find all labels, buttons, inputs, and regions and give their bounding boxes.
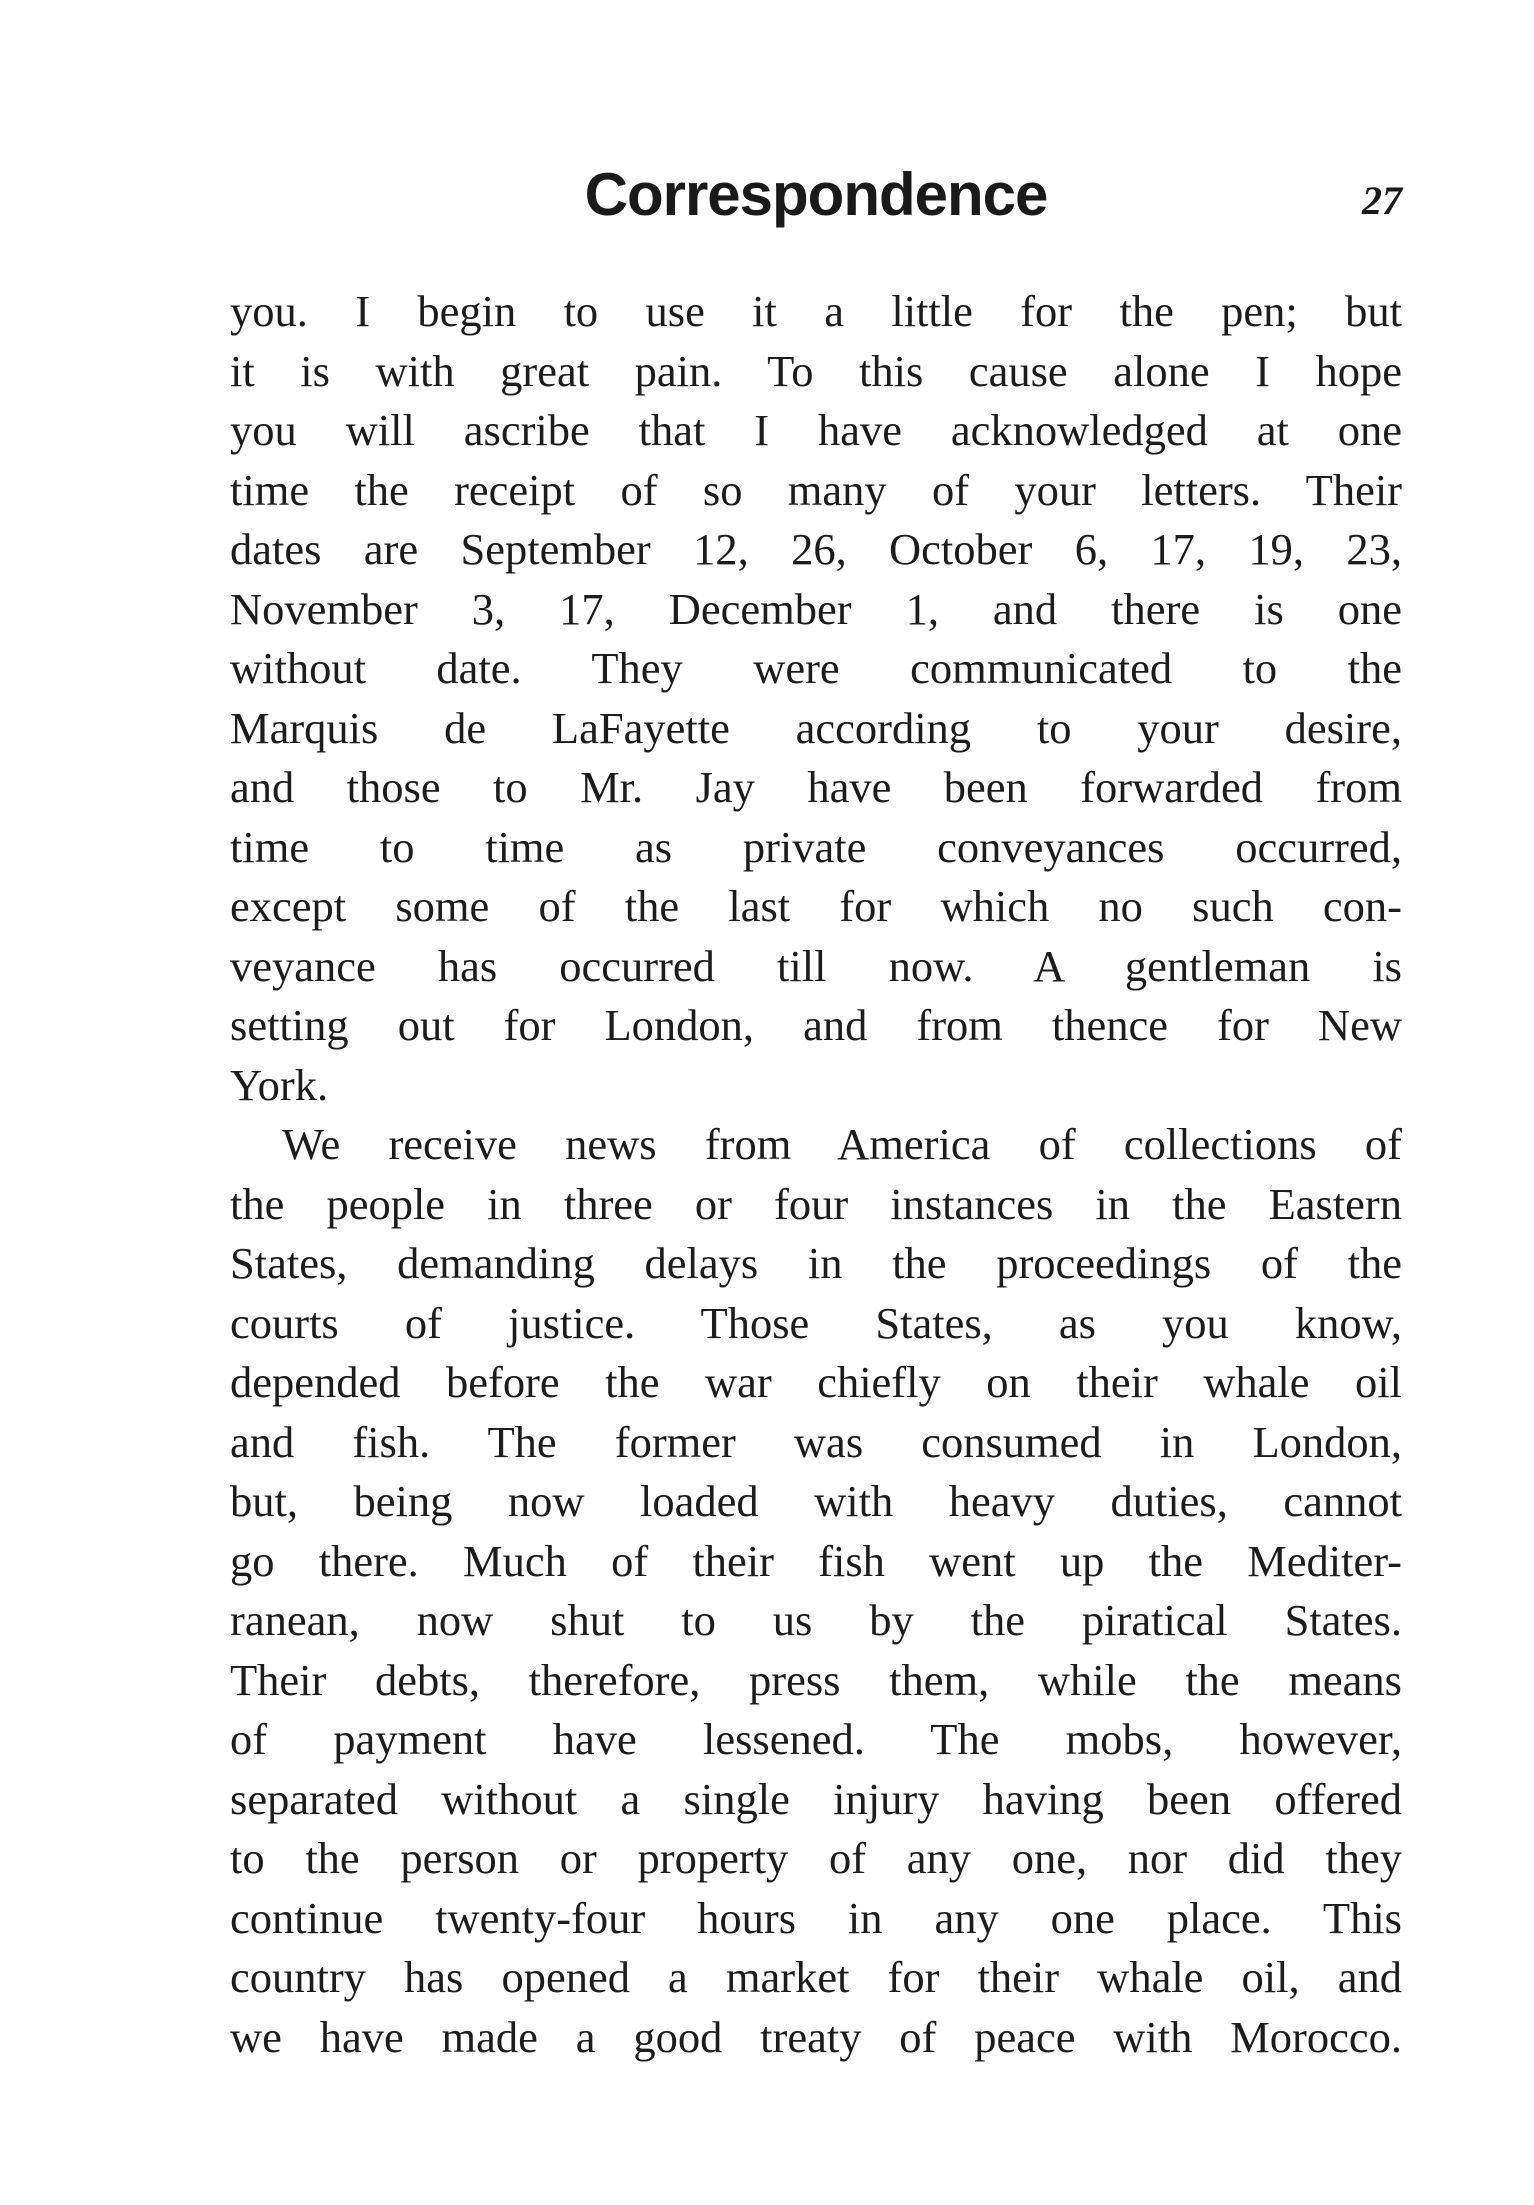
text-line: ranean, now shut to us by the piratical States. [230, 1595, 1402, 1645]
text-line: and fish. The former was consumed in London, [230, 1416, 1402, 1467]
paragraph-1 [230, 282, 1402, 1115]
text-line: we have made a good treaty of peace with Morocco. [230, 2011, 1402, 2062]
text-line: country has opened a market for their whale oil, and [230, 1952, 1402, 2002]
running-header [230, 155, 1402, 235]
text-line: time to time as private conveyances occurred, [230, 821, 1402, 872]
text-line: you will ascribe that I have acknowledged at one [230, 405, 1402, 455]
text-line: courts of justice. Those States, as you know, [230, 1297, 1402, 1348]
text-line: veyance has occurred till now. A gentleman is [230, 940, 1402, 991]
text-line: November 3, 17, December 1, and there is one [230, 583, 1402, 634]
text-line: except some of the last for which no such con- [230, 881, 1402, 931]
running-title: Correspondence [584, 161, 1048, 228]
text-line: We receive news from America of collections of [282, 1119, 1402, 1169]
body-text [230, 282, 1402, 2067]
text-line: Marquis de LaFayette according to your desire, [230, 702, 1402, 753]
text-line: of payment have lessened. The mobs, however, [230, 1714, 1402, 1764]
text-line: York. [230, 1059, 329, 1110]
text-line: depended before the war chiefly on their whale oil [230, 1357, 1402, 1407]
paragraph-2 [230, 1115, 1402, 2067]
text-line: the people in three or four instances in the Eastern [230, 1178, 1402, 1229]
text-line: continue twenty-four hours in any one place. This [230, 1892, 1402, 1943]
text-line: but, being now loaded with heavy duties, cannot [230, 1476, 1402, 1526]
text-line: you. I begin to use it a little for the pen; but [230, 286, 1402, 336]
text-line: separated without a single injury having been offered [230, 1773, 1402, 1824]
text-line: and those to Mr. Jay have been forwarded from [230, 762, 1402, 812]
text-line: go there. Much of their fish went up the Mediter- [230, 1535, 1402, 1586]
text-line: States, demanding delays in the proceedings of the [230, 1238, 1402, 1288]
text-line: it is with great pain. To this cause alone I hope [230, 345, 1402, 396]
text-line: Their debts, therefore, press them, while the means [230, 1654, 1402, 1705]
text-line: dates are September 12, 26, October 6, 17, 19, 23, [230, 524, 1402, 574]
text-line: to the person or property of any one, nor did they [230, 1833, 1402, 1883]
page-number: 27 [1362, 178, 1402, 223]
text-line: setting out for London, and from thence for New [230, 1000, 1402, 1050]
text-line: without date. They were communicated to the [230, 643, 1402, 693]
text-line: time the receipt of so many of your letters. Their [230, 464, 1402, 515]
